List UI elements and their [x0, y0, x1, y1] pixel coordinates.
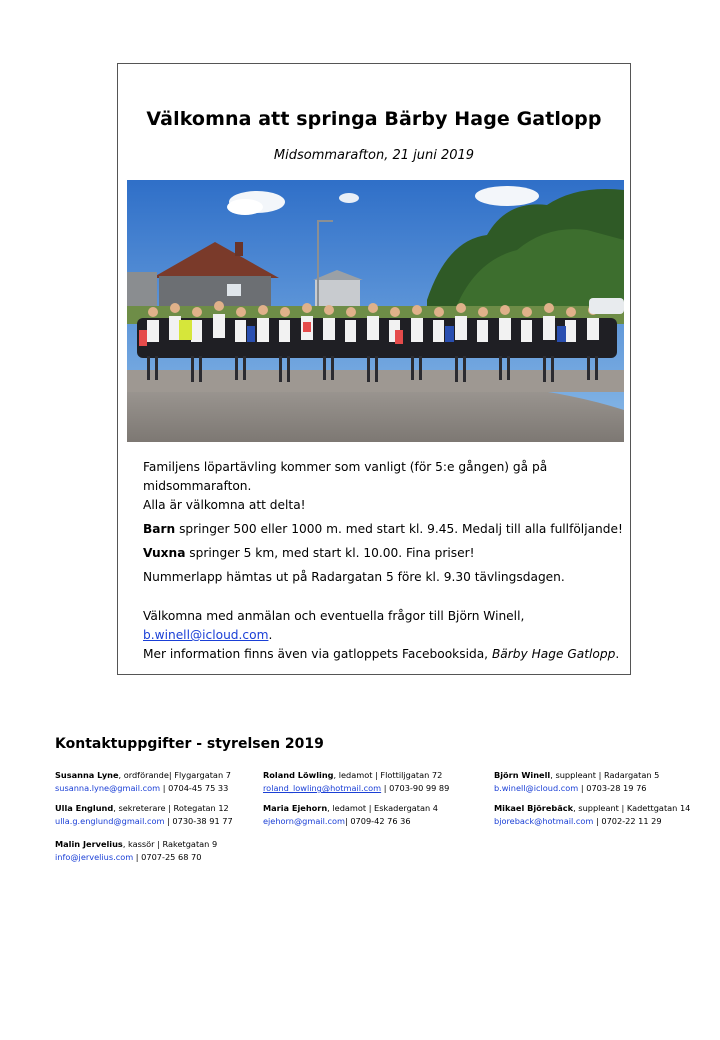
contact-email[interactable]: ulla.g.englund@gmail.com [55, 816, 165, 826]
contact-entry [55, 838, 217, 864]
contact-entry [494, 802, 690, 828]
adult-race-info [143, 544, 623, 563]
contact-role: , suppleant | Radargatan 5 [550, 770, 660, 780]
intro-line-2: Alla är välkomna att delta! [143, 498, 306, 512]
contact-role: , ledamot | Eskadergatan 4 [327, 803, 439, 813]
facebook-page-name: Bärby Hage Gatlopp [491, 647, 616, 661]
more-info-text: Mer information finns även via gatloppets Facebooksida, [143, 647, 492, 661]
bib-pickup-info: Nummerlapp hämtas ut på Radargatan 5 före kl. 9.30 tävlingsdagen. [143, 570, 565, 584]
contact-entry [263, 769, 449, 795]
intro-line-1: Familjens löpartävling kommer som vanligt (för 5:e gången) gå på midsommarafton. [143, 460, 548, 493]
welcome-end: . [268, 628, 273, 642]
adult-label: Vuxna [143, 546, 186, 560]
poster-frame [117, 63, 631, 675]
children-text: springer 500 eller 1000 m. med start kl. 9.45. Medalj till alla fullföljande! [175, 522, 623, 536]
race-group-photo [127, 180, 624, 442]
contact-phone: | 0703-28 19 76 [578, 783, 647, 793]
contact-role: , kassör | Raketgatan 9 [122, 839, 218, 849]
contact-email[interactable]: b.winell@icloud.com [494, 783, 579, 793]
welcome-text: Välkomna med anmälan och eventuella frågor till Björn Winell, [143, 609, 525, 623]
contact-name: Björn Winell [494, 770, 551, 780]
contact-email-link[interactable]: b.winell@icloud.com [143, 628, 269, 642]
contact-name: Malin Jervelius [55, 839, 123, 849]
contact-role: , suppleant | Kadettgatan 14 [573, 803, 691, 813]
children-race-info [143, 520, 623, 539]
contact-phone: | 0707-25 68 70 [133, 852, 202, 862]
contact-email[interactable]: roland_lowling@hotmail.com [263, 783, 382, 793]
contact-role: , sekreterare | Rotegatan 12 [113, 803, 229, 813]
contact-phone: | 0703-90 99 89 [381, 783, 450, 793]
contact-phone: | 0730-38 91 77 [164, 816, 233, 826]
registration-info [143, 607, 623, 664]
contact-name: Susanna Lyne [55, 770, 119, 780]
contact-phone: | 0709-42 76 36 [344, 816, 411, 826]
poster-subtitle: Midsommarafton, 21 juni 2019 [273, 148, 475, 163]
contact-name: Mikael Björebäck [494, 803, 574, 813]
children-label: Barn [143, 522, 176, 536]
poster-title: Välkomna att springa Bärby Hage Gatlopp [146, 108, 602, 130]
contact-email[interactable]: bjoreback@hotmail.com [494, 816, 594, 826]
contact-name: Ulla Englund [55, 803, 114, 813]
poster-body [143, 458, 623, 664]
contact-role: , ordförande| Flygargatan 7 [118, 770, 231, 780]
contact-email[interactable]: info@jervelius.com [55, 852, 134, 862]
contact-name: Maria Ejehorn [263, 803, 328, 813]
adult-text: springer 5 km, med start kl. 10.00. Fina priser! [185, 546, 475, 560]
contact-name: Roland Löwling [263, 770, 334, 780]
contacts-heading: Kontaktuppgifter - styrelsen 2019 [55, 736, 324, 752]
contact-entry [263, 802, 438, 828]
more-info-end: . [615, 647, 620, 661]
contact-entry [55, 769, 231, 795]
contact-entry [494, 769, 659, 795]
contact-email[interactable]: ejehorn@gmail.com [263, 816, 345, 826]
contact-phone: | 0704-45 75 33 [160, 783, 229, 793]
intro-paragraph [143, 458, 623, 515]
contact-entry [55, 802, 233, 828]
contact-phone: | 0702-22 11 29 [593, 816, 662, 826]
contact-role: , ledamot | Flottiljgatan 72 [333, 770, 443, 780]
contact-email[interactable]: susanna.lyne@gmail.com [55, 783, 161, 793]
